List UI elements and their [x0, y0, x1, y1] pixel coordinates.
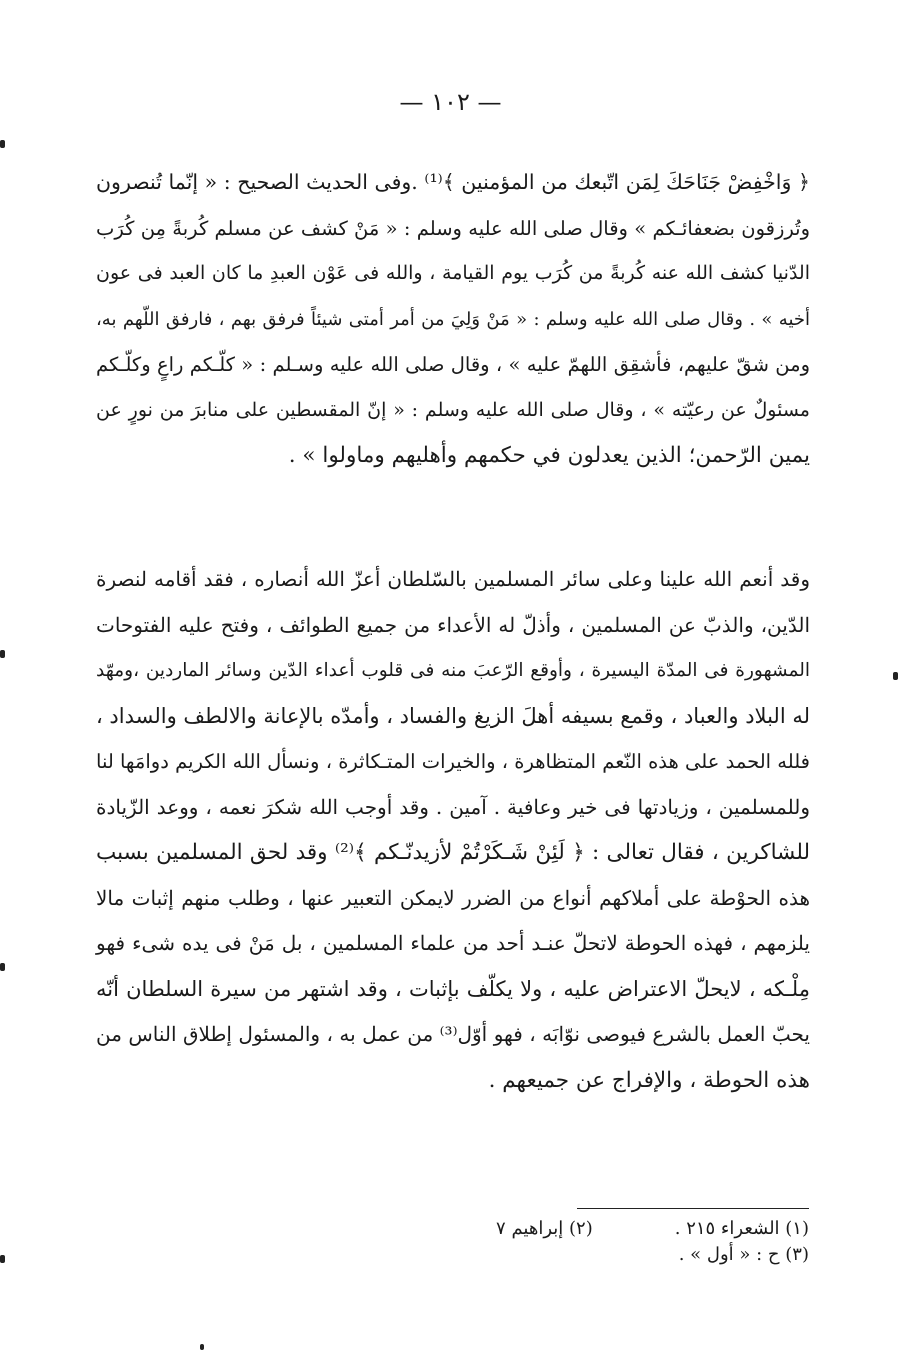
paragraph-1: [96, 160, 810, 479]
footnotes: [309, 1216, 809, 1268]
text-line: يمين الرّحمن؛ الذين يعدلون في حكمهم وأهليهم وماولوا » .: [288, 443, 810, 468]
paragraph-2: [96, 557, 810, 1103]
footnote-3: (٣) ح : « أول » .: [678, 1244, 809, 1265]
text-line: يحبّ العمل بالشرع فيوصى نوّابَه ، فهو أوّل⁽³⁾ من عمل به ، والمسئول إطلاق الناس من: [96, 1022, 810, 1046]
scan-mark: [0, 1255, 5, 1263]
text-line: الدّين، والذبّ عن المسلمين ، وأذلّ له الأعداء من جميع الطوائف ، وفتح عليه الفتوحات: [96, 612, 810, 637]
text-line: هذه الحوطة ، والإفراج عن جميعهم .: [488, 1067, 810, 1093]
text-line: الدّنيا كشف الله عنه كُربةً من كُرَب يوم القيامة ، والله فى عَوْن العبدِ ما كان العبد فى عون: [96, 262, 810, 284]
text-line: وتُرزقون بضعفائـكم » وقال صلى الله عليه وسلم : « مَنْ كشف عن مسلم كُربةً مِن كُرَب: [96, 216, 810, 240]
scan-mark: [893, 672, 898, 680]
text-line: ﴿ وَاخْفِضْ جَنَاحَكَ لِمَن اتّبعك من المؤمنين ﴾⁽¹⁾ .وفى الحديث الصحيح : « إنّما تُنصرون: [96, 170, 810, 194]
text-line: مسئولٌ عن رعيّته » ، وقال صلى الله عليه وسلم : « إنّ المقسطين على منابرَ من نورٍ عن: [96, 398, 810, 421]
scan-mark: [0, 650, 5, 658]
footnote-row: [309, 1216, 809, 1242]
page-number: — ١٠٢ —: [399, 88, 502, 116]
text-line: وقد أنعم الله علينا وعلى سائر المسلمين بالسّلطان أعزّ الله أنصاره ، فقد أقامه لنصرة: [96, 567, 810, 591]
scan-mark: [0, 140, 5, 148]
text-line: ومن شقّ عليهم، فأشقِق اللهمّ عليه » ، وقال صلى الله عليه وسـلم : « كلّـكم راعٍ وكلّـكم: [96, 353, 810, 376]
text-line: للشاكرين ، فقال تعالى : ﴿ لَئِنْ شَـكَرْتُمْ لأزيدنّـكم ﴾⁽²⁾ وقد لحق المسلمين بسبب: [96, 840, 810, 865]
text-line: وللمسلمين ، وزيادتها فى خير وعافية . آمين . وقد أوجب الله شكرَ نعمه ، ووعد الزّيادة: [96, 794, 810, 819]
text-line: له البلاد والعباد ، وقمع بسيفه أهلَ الزيغ والفساد ، وأمدّه بالإعانة والالطف والسداد ،: [95, 703, 810, 728]
text-line: مِلْـكه ، لايحلّ الاعتراض عليه ، ولا يكلّف بإثبات ، وقد اشتهر من سيرة السلطان أنّه: [96, 976, 810, 1001]
footnote-2: (٢) إبراهيم ٧: [496, 1218, 593, 1239]
footnote-divider: [577, 1208, 809, 1209]
text-line: هذه الحوْطة على أملاكهم أنواع من الضرر لايمكن التعبير عنها ، وطلب منهم إثبات مالا: [96, 885, 810, 910]
footnote-row: [309, 1242, 809, 1268]
scan-mark: [200, 1344, 204, 1350]
text-line: أخيه » . وقال صلى الله عليه وسلم : « مَنْ وَلِيَ من أمر أمتى شيئاً فرفق بهم ، فارفق اللّهم به،: [96, 308, 810, 330]
footnote-1: (١) الشعراء ٢١٥ .: [674, 1218, 809, 1239]
scan-mark: [0, 963, 5, 971]
text-line: المشهورة فى المدّة اليسيرة ، وأوقع الرّعبَ منه فى قلوب أعداء الدّين وسائر الماردين ،ومهّد: [96, 660, 810, 681]
text-line: فلله الحمد على هذه النّعم المتظاهرة ، والخيرات المتـكاثرة ، ونسأل الله الكريم دوامَها لنا: [96, 750, 810, 773]
text-line: يلزمهم ، فهذه الحوطة لاتحلّ عنـد أحد من علماء المسلمين ، بل مَنْ فى يده شىء فهو: [96, 931, 810, 955]
